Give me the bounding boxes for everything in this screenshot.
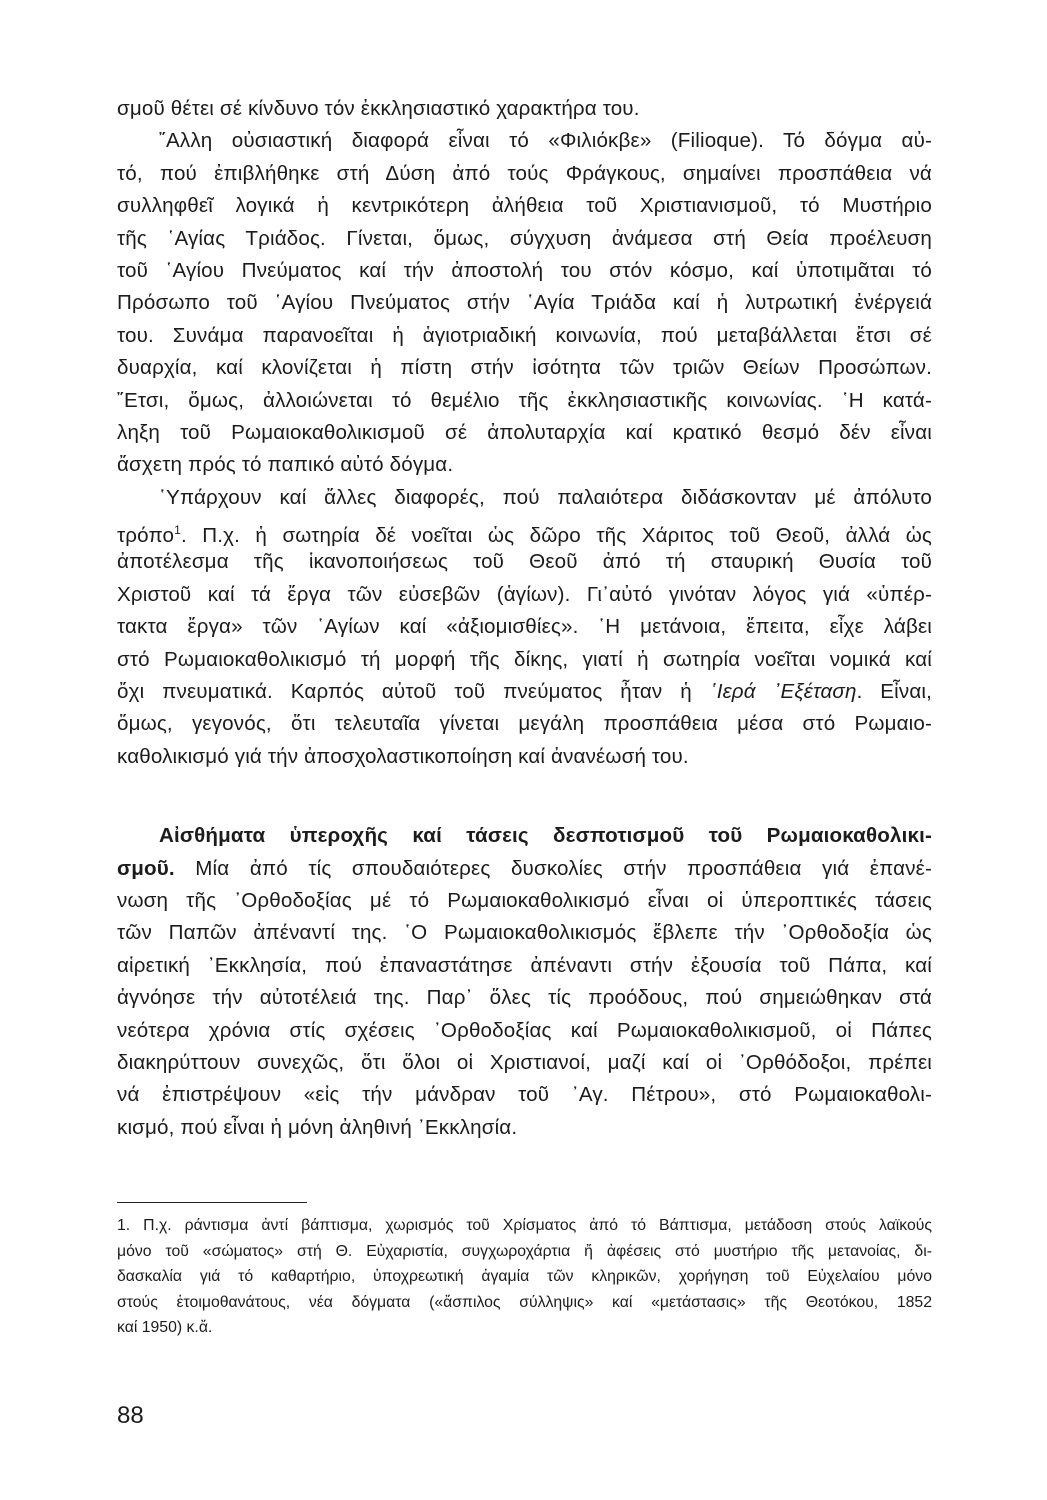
footnote-line: στούς ἑτοιμοθανάτους, νέα δόγματα («ἄσπιλος σύλληψις» καί «μετάστασις» τῆς Θεοτόκου, 1852 <box>117 1293 932 1311</box>
text-line: τακτα ἔργα» τῶν ῾Αγίων καί «ἀξιομισθίες». ῾Η μετάνοια, ἔπειτα, εἶχε λάβει <box>117 615 932 639</box>
footnote-line: μόνο τοῦ «σώματος» στή Θ. Εὐχαριστία, συγχωροχάρτια ἤ ἀφέσεις στό μυστήριο τῆς μετανοίας, δι- <box>117 1242 932 1260</box>
text-line: στό Ρωμαιοκαθολικισμό τή μορφή τῆς δίκης, γιατί ἡ σωτηρία νοεῖται νομικά καί <box>117 647 932 671</box>
text-fragment: . Εἶναι, <box>856 680 933 704</box>
footnote-divider <box>117 1202 307 1203</box>
section-heading: Αἰσθήματα ὑπεροχῆς καί τάσεις δεσποτισμοῦ τοῦ Ρωμαιοκαθολικι- <box>159 824 932 848</box>
text-line: ῎Ετσι, ὅμως, ἀλλοιώνεται τό θεμέλιο τῆς ἐκκλησιαστικῆς κοινωνίας. ῾Η κατά- <box>117 388 932 412</box>
text-line <box>117 853 932 885</box>
text-fragment: Μία ἀπό τίς σπουδαιότερες δυσκολίες στήν προσπάθεια γιά ἐπανέ- <box>174 856 932 880</box>
text-line: νεότερα χρόνια στίς σχέσεις ᾿Ορθοδοξίας καί Ρωμαιοκαθολικισμοῦ, οἱ Πάπες <box>117 1018 932 1042</box>
text-line: συλληφθεῖ λογικά ἡ κεντρικότερη ἀλήθεια τοῦ Χριστιανισμοῦ, τό Μυστήριο <box>117 194 932 218</box>
text-line: Πρόσωπο τοῦ ῾Αγίου Πνεύματος στήν ῾Αγία Τριάδα καί ἡ λυτρωτική ἐνέργειά <box>117 291 932 315</box>
italic-term: ῾Ιερά ᾿Εξέταση <box>709 680 857 704</box>
text-line: ἀγνόησε τήν αὐτοτέλειά της. Παρ᾿ ὅλες τίς προόδους, πού σημειώθηκαν στά <box>117 986 932 1010</box>
text-fragment: ὄχι πνευματικά. Καρπός αὐτοῦ τοῦ πνεύματος ἦταν ἡ <box>117 680 692 704</box>
text-line: δυαρχία, καί κλονίζεται ἡ πίστη στήν ἰσότητα τῶν τριῶν Θείων Προσώπων. <box>117 356 932 380</box>
footnotes <box>117 1213 932 1341</box>
text-line: Χριστοῦ καί τά ἔργα τῶν εὐσεβῶν (ἁγίων). Γι᾿αὐτό γινόταν λόγος γιά «ὑπέρ- <box>117 582 932 606</box>
text-line: διακηρύττουν συνεχῶς, ὅτι ὅλοι οἱ Χριστιανοί, μαζί καί οἱ ᾿Ορθόδοξοι, πρέπει <box>117 1050 932 1074</box>
text-line: ῎Αλλη οὐσιαστική διαφορά εἶναι τό «Φιλιόκβε» (Filioque). Τό δόγμα αὐ- <box>159 129 932 153</box>
text-line: τοῦ ῾Αγίου Πνεύματος καί τήν ἀποστολή του στόν κόσμο, καί ὑποτιμᾶται τό <box>117 258 932 282</box>
text-line: τό, πού ἐπιβλήθηκε στή Δύση ἀπό τούς Φράγκους, σημαίνει προσπάθεια νά <box>117 161 932 185</box>
text-line: του. Συνάμα παρανοεῖται ἡ ἁγιοτριαδική κοινωνία, πού μεταβάλλεται ἔτσι σέ <box>117 323 932 347</box>
text-line <box>117 676 932 708</box>
section-heading-end: σμοῦ. <box>117 856 175 880</box>
text-line: σμοῦ θέτει σέ κίνδυνο τόν ἐκκλησιαστικό χαρακτήρα του. <box>117 97 640 120</box>
footnote-line: καί 1950) κ.ἄ. <box>117 1319 213 1337</box>
main-text <box>117 93 932 1144</box>
text-line: ἄσχετη πρός τό παπικό αὐτό δόγμα. <box>117 453 454 477</box>
text-line: ὅμως, γεγονός, ὅτι τελευταῖα γίνεται μεγάλη προσπάθεια μέσα στό Ρωμαιο- <box>117 712 932 736</box>
text-line: ληξη τοῦ Ρωμαιοκαθολικισμοῦ σέ ἀπολυταρχία καί κρατικό θεσμό δέν εἶναι <box>117 420 932 444</box>
text-line <box>117 514 932 546</box>
paragraph-gap <box>117 773 932 820</box>
text-line: καθολικισμό γιά τήν ἀποσχολαστικοποίηση καί ἀνανέωσή του. <box>117 744 689 768</box>
footnote-reference[interactable]: 1 <box>174 523 181 538</box>
text-line: νωση τῆς ᾿Ορθοδοξίας μέ τό Ρωμαιοκαθολικισμό εἶναι οἱ ὑπεροπτικές τάσεις <box>117 888 932 912</box>
text-line: ῾Υπάρχουν καί ἄλλες διαφορές, πού παλαιότερα διδάσκονταν μέ ἀπόλυτο <box>159 485 932 509</box>
text-line: τῆς ῾Αγίας Τριάδος. Γίνεται, ὅμως, σύγχυση ἀνάμεσα στή Θεία προέλευση <box>117 226 932 250</box>
text-line: τῶν Παπῶν ἀπέναντί της. ῾Ο Ρωμαιοκαθολικισμός ἔβλεπε τήν ᾿Ορθοδοξία ὡς <box>117 921 932 945</box>
text-line: νά ἐπιστρέψουν «εἰς τήν μάνδραν τοῦ ᾿Αγ. Πέτρου», στό Ρωμαιοκαθολι- <box>117 1083 932 1107</box>
page-number: 88 <box>117 1402 144 1429</box>
text-line: κισμό, πού εἶναι ἡ μόνη ἀληθινή ᾿Εκκλησία. <box>117 1115 518 1139</box>
footnote-line: δασκαλία γιά τό καθαρτήριο, ὑποχρεωτική ἀγαμία τῶν κληρικῶν, χορήγηση τοῦ Εὐχελαίου μόνο <box>117 1268 932 1286</box>
text-fragment: τρόπο <box>117 523 175 547</box>
footnote-line: 1. Π.χ. ράντισμα ἀντί βάπτισμα, χωρισμός τοῦ Χρίσματος ἀπό τό Βάπτισμα, μετάδοση στούς λαϊκούς <box>117 1217 932 1234</box>
text-line: αἱρετική ᾿Εκκλησία, πού ἐπαναστάτησε ἀπέναντι στήν ἐξουσία τοῦ Πάπα, καί <box>117 953 932 977</box>
text-fragment: . Π.χ. ἡ σωτηρία δέ νοεῖται ὡς δῶρο τῆς Χάριτος τοῦ Θεοῦ, ἀλλά ὡς <box>180 523 932 547</box>
text-line: ἀποτέλεσμα τῆς ἱκανοποιήσεως τοῦ Θεοῦ ἀπό τή σταυρική Θυσία τοῦ <box>117 550 932 574</box>
